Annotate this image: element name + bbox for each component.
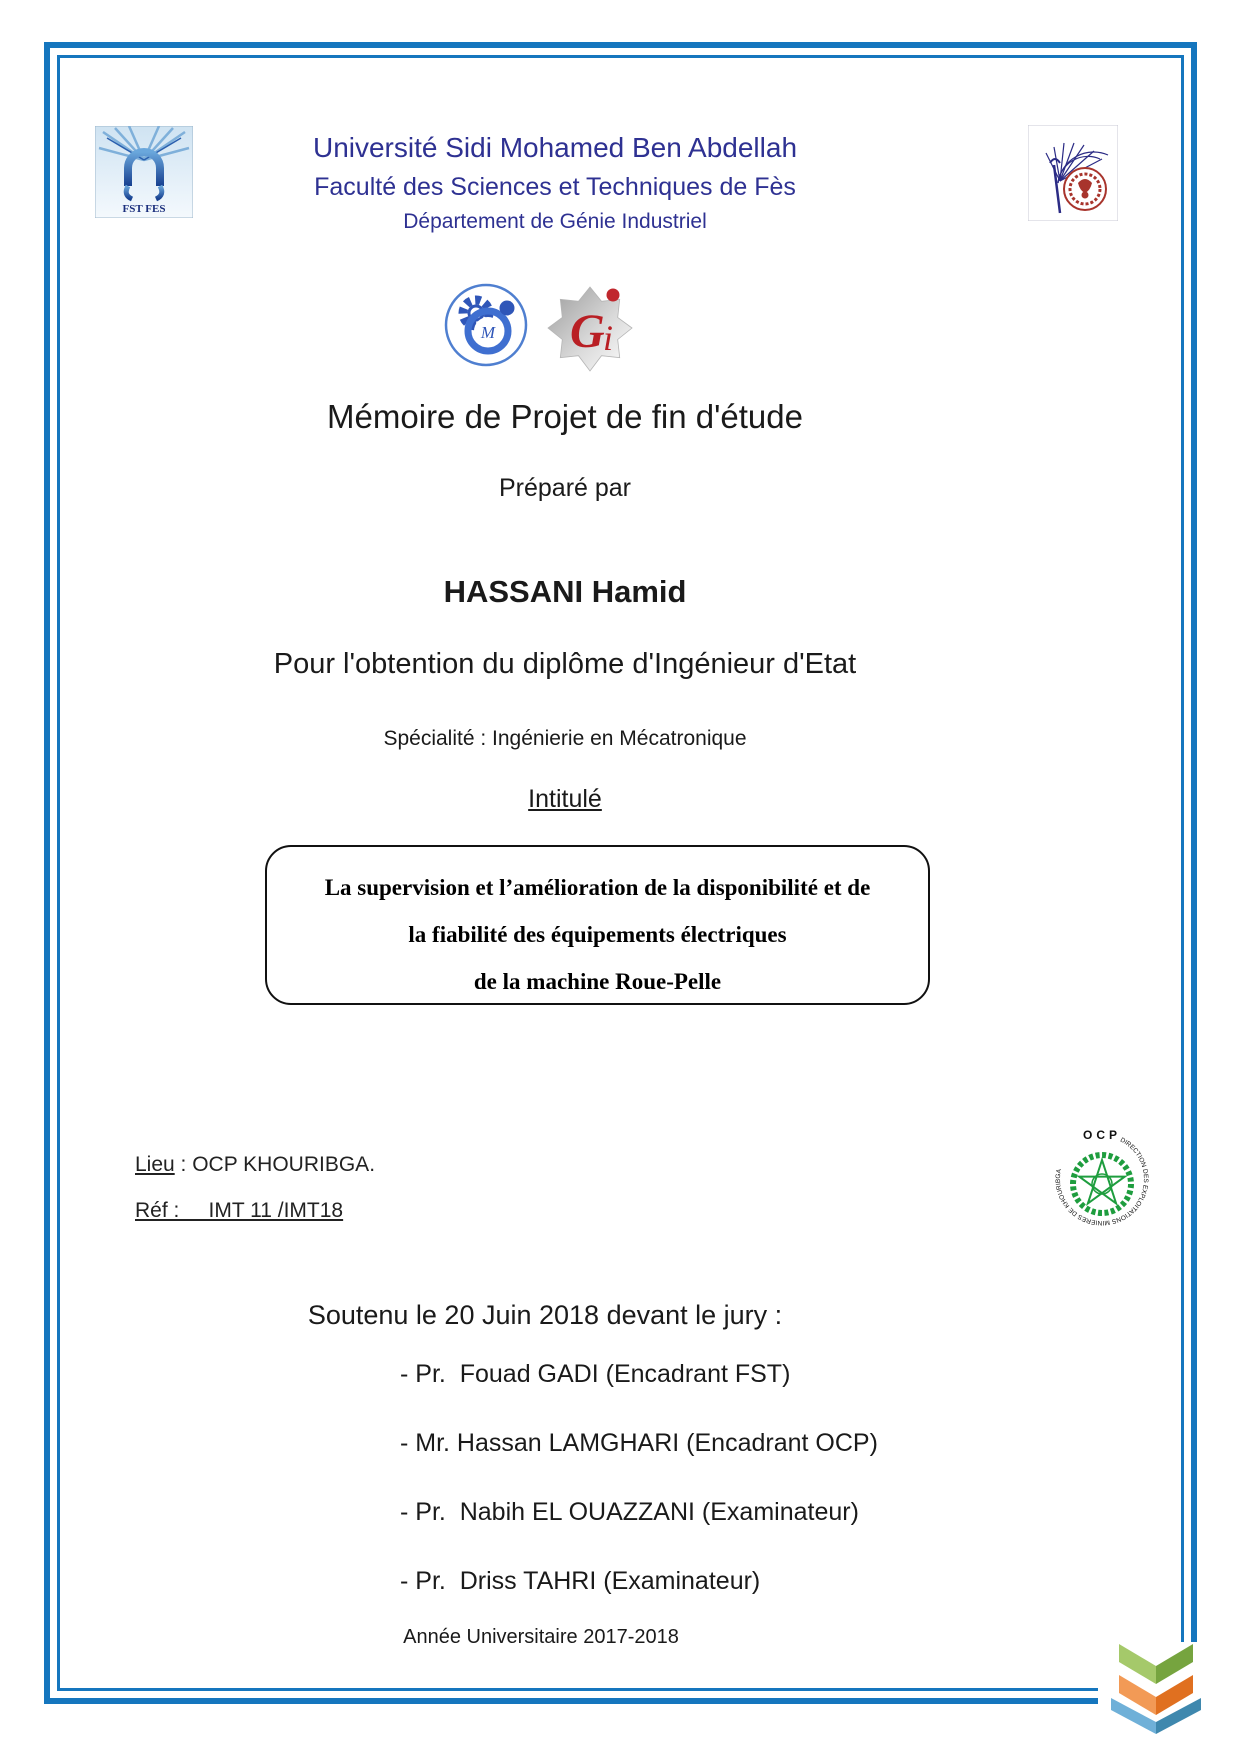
- download-chevrons-icon: [1098, 1634, 1215, 1734]
- location-value: : OCP KHOURIBGA.: [174, 1153, 376, 1176]
- gi-logo-letter-i: i: [603, 318, 614, 358]
- gi-logo-letter-g: G: [570, 305, 605, 358]
- faculty-name: Faculté des Sciences et Techniques de Fès: [314, 173, 796, 201]
- degree-line: Pour l'obtention du diplôme d'Ingénieur d'Etat: [273, 648, 857, 680]
- location-label: Lieu: [135, 1153, 175, 1176]
- location-line: [135, 1153, 375, 1177]
- document-type-title: Mémoire de Projet de fin d'étude: [327, 398, 803, 435]
- title-label: Intitulé: [528, 785, 602, 813]
- specialty-line: Spécialité : Ingénierie en Mécatronique: [383, 727, 747, 750]
- thesis-title-box: [265, 845, 930, 1005]
- thesis-title-line2: la fiabilité des équipements électriques: [408, 922, 787, 947]
- jury-member: - Pr. Driss TAHRI (Examinateur): [400, 1567, 761, 1595]
- jury-list: [400, 1360, 878, 1636]
- ocp-logo-title: OCP: [1082, 1128, 1122, 1142]
- jury-member: - Mr. Hassan LAMGHARI (Encadrant OCP): [400, 1429, 878, 1457]
- defense-line: Soutenu le 20 Juin 2018 devant le jury :: [307, 1300, 783, 1330]
- reference-line: Réf : IMT 11 /IMT18: [135, 1199, 344, 1222]
- usmba-emblem-icon: [1028, 125, 1118, 221]
- prepared-by-label: Préparé par: [498, 474, 632, 502]
- ocp-khouribga-logo-icon: [1050, 1124, 1154, 1228]
- gm-gear-logo-icon: [443, 282, 529, 368]
- fst-fes-logo-text: FST FES: [122, 203, 166, 215]
- gm-logo-letter: M: [480, 323, 496, 342]
- jury-member: - Pr. Nabih EL OUAZZANI (Examinateur): [400, 1498, 859, 1526]
- thesis-title-line1: La supervision et l’amélioration de la disponibilité et de: [324, 875, 871, 900]
- gi-logo-icon: [543, 280, 637, 378]
- jury-member: - Pr. Fouad GADI (Encadrant FST): [400, 1360, 791, 1388]
- author-name: HASSANI Hamid: [443, 574, 687, 609]
- header-block: [150, 132, 960, 234]
- thesis-title-line3: de la machine Roue-Pelle: [473, 969, 722, 994]
- university-name: Université Sidi Mohamed Ben Abdellah: [312, 132, 798, 163]
- ocp-logo-ring-text: DIRECTION DES EXPLOITATIONS MINIERES DE KHOURIBGA: [1054, 1136, 1149, 1227]
- department-name: Département de Génie Industriel: [403, 210, 707, 233]
- academic-year: Année Universitaire 2017-2018: [403, 1626, 679, 1648]
